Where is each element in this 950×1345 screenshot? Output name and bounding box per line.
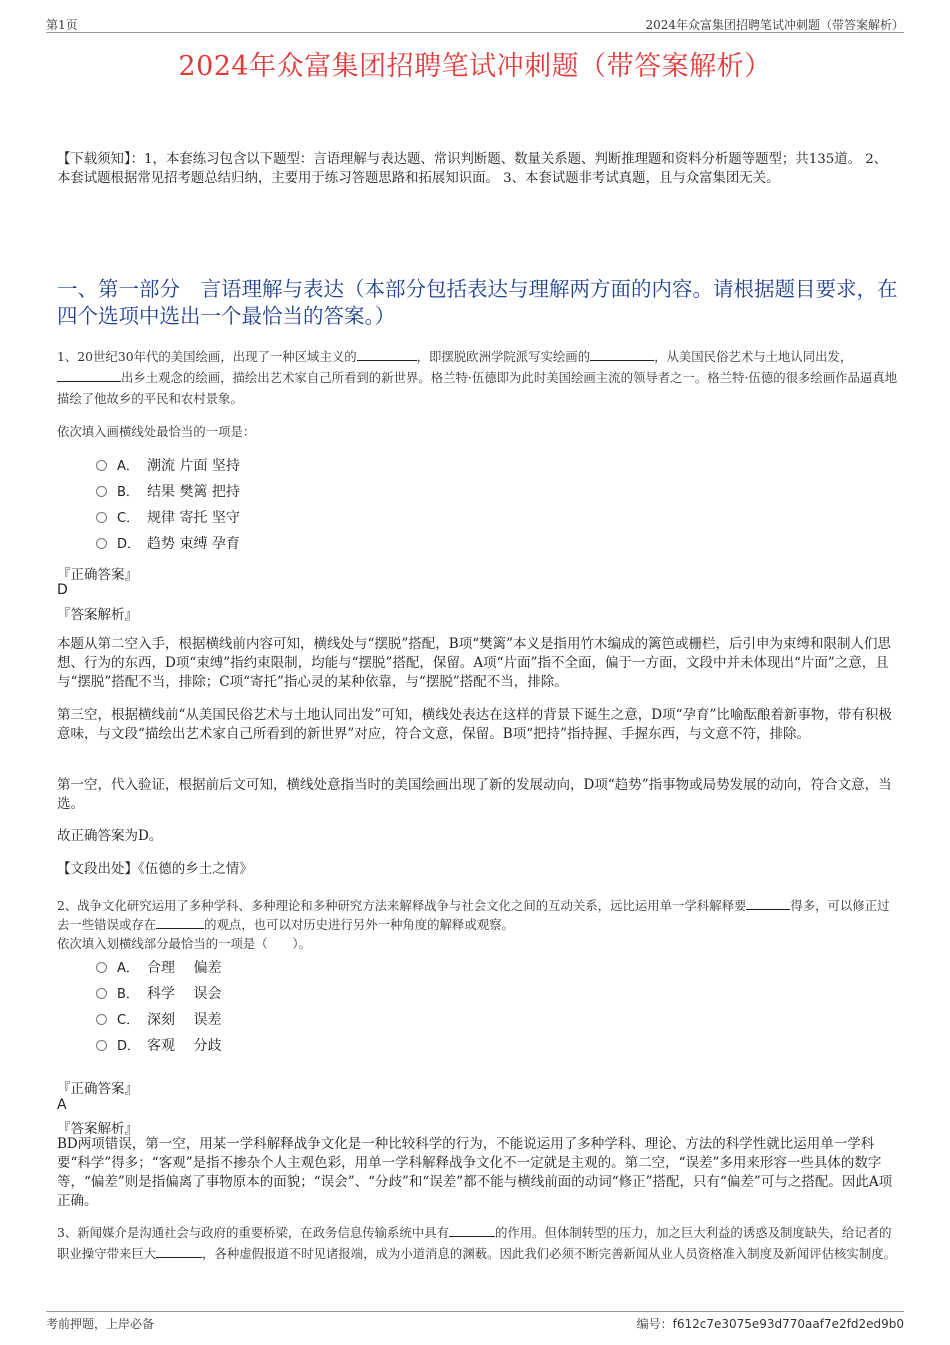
footer-slogan: 考前押题，上岸必备: [46, 1317, 155, 1331]
page-number: 第1页: [46, 18, 78, 32]
radio-icon[interactable]: [96, 486, 107, 497]
q1-stem-part-d: 出乡土观念的绘画，描绘出艺术家自己所看到的新世界。格兰特·伍德即为此时美国绘画主流的领导者之一。格兰特·伍德的很多绘画作品逼真地描绘了他故乡的平民和农村景象。: [57, 370, 898, 406]
blank: [449, 1223, 495, 1237]
document-id: 编号：f612c7e3075e93d770aaf7e2fd2ed9b0: [636, 1317, 904, 1331]
radio-icon[interactable]: [96, 538, 107, 549]
section-heading: 一、第一部分 言语理解与表达（本部分包括表达与理解两方面的内容。请根据题目要求，在四个选项中选出一个最恰当的答案。）: [57, 277, 898, 328]
question-1-prompt: 依次填入画横线处最恰当的一项是：: [57, 424, 256, 439]
q1-stem-part-b: ，即摆脱欧洲学院派写实绘画的: [416, 349, 591, 364]
q2-option-a[interactable]: A． 合理 偏差: [96, 958, 221, 978]
blank: [746, 896, 790, 910]
download-notice: 【下载须知】：1，本套练习包含以下题型：言语理解与表达题、常识判断题、数量关系题、判断推理题和资料分析题等题型；共135道。 2、本套试题根据常见招考题总结归纳，主要用于练习答题思路和拓展知识面。 3、本套试题非考试真题，且与众富集团无关。: [57, 152, 888, 186]
header-doc-title: 2024年众富集团招聘笔试冲刺题（带答案解析）: [645, 18, 904, 32]
blank: [357, 347, 417, 361]
question-2-prompt: 依次填入划横线部分最恰当的一项是（ ）。: [57, 936, 312, 951]
q3-stem-part-a: 3、新闻媒介是沟通社会与政府的重要桥梁，在政务信息传输系统中具有: [57, 1225, 449, 1240]
blank: [590, 347, 654, 361]
question-1-stem: [57, 346, 900, 409]
q2-option-d[interactable]: D． 客观 分歧: [96, 1036, 221, 1056]
blank: [156, 1244, 202, 1258]
page-title: 2024年众富集团招聘笔试冲刺题（带答案解析）: [178, 51, 772, 82]
q2-analysis-paragraph: BD两项错误，第一空，用某一学科解释战争文化是一种比较科学的行为，不能说运用了多种学科、理论、方法的科学性就比运用单一学科要“科学”得多；“客观”是指不掺杂个人主观色彩，用单一学科解释战争文化不一定就是主观的。第二空，“误差”多用来形容一些具体的数字等，“偏差”则是指偏离了事物原本的面貌；“误会”、“分歧”和“误差”都不能与横线前面的动词“修正”搭配，只有“偏差”可与之搭配。因此A项正确。: [57, 1136, 893, 1209]
q1-source: 【文段出处】《伍德的乡土之情》: [57, 861, 253, 877]
q1-analysis-paragraph: 第一空，代入验证，根据前后文可知，横线处意指当时的美国绘画出现了新的发展动向，D项“趋势”指事物或局势发展的动向，符合文意，当选。: [57, 777, 892, 812]
q1-option-c[interactable]: C． 规律 寄托 坚守: [96, 508, 240, 528]
radio-icon[interactable]: [96, 962, 107, 973]
q1-analysis-paragraph: 第三空，根据横线前“从美国民俗艺术与土地认同出发”可知，横线处表达在这样的背景下诞生之意，D项“孕育”比喻酝酿着新事物，带有积极意味，与文段“描绘出艺术家自己所看到的新世界”对应，符合文意，保留。B项“把持”指持握、手握东西，与文意不符，排除。: [57, 707, 892, 742]
q1-answer: D: [57, 582, 68, 598]
q1-stem-part-a: 1、20世纪30年代的美国绘画，出现了一种区域主义的: [57, 349, 357, 364]
q1-option-d[interactable]: D． 趋势 束缚 孕育: [96, 534, 240, 554]
radio-icon[interactable]: [96, 1040, 107, 1051]
radio-icon[interactable]: [96, 460, 107, 471]
page-header: [46, 14, 904, 33]
q2-stem-part-a: 2、战争文化研究运用了多种学科、多种理论和多种研究方法来解释战争与社会文化之间的互动关系，远比运用单一学科解释要: [57, 898, 747, 913]
radio-icon[interactable]: [96, 1014, 107, 1025]
q2-stem-part-b: 得多，可以修正过去一些错误或存在: [57, 898, 890, 932]
question-3-stem: [57, 1222, 900, 1264]
blank: [156, 915, 204, 929]
q1-answer-label: 『正确答案』: [57, 567, 138, 583]
q1-option-b[interactable]: B． 结果 樊篱 把持: [96, 482, 240, 502]
q1-option-a[interactable]: A． 潮流 片面 坚持: [96, 456, 240, 476]
q3-stem-part-b: 的作用。但体制转型的压力，加之巨大利益的诱惑及制度缺失，给记者的职业操守带来巨大: [57, 1225, 892, 1261]
q1-analysis-label: 『答案解析』: [57, 607, 138, 623]
q3-stem-part-c: ，各种虚假报道不时见诸报端，成为小道消息的渊薮。因此我们必须不断完善新闻从业人员资格准入制度及新闻评估核实制度。: [202, 1246, 896, 1261]
q2-stem-part-c: 的观点，也可以对历史进行另外一种角度的解释或观察。: [204, 916, 514, 932]
q2-analysis-label: 『答案解析』: [57, 1121, 138, 1137]
question-2-stem: [57, 896, 900, 933]
q1-stem-part-c: ，从美国民俗艺术与土地认同出发，: [654, 349, 853, 364]
q2-option-c[interactable]: C． 深刻 误差: [96, 1010, 221, 1030]
q1-analysis-paragraph: 本题从第二空入手，根据横线前内容可知，横线处与“摆脱”搭配，B项“樊篱”本义是指用竹木编成的篱笆或栅栏，后引申为束缚和限制人们思想、行为的东西，D项“束缚”指约束限制，均能与“摆脱”搭配，保留。A项“片面”指不全面，偏于一方面，文段中并未体现出“片面”之意，且与“摆脱”搭配不当，排除；C项“寄托”指心灵的某种依靠，与“摆脱”搭配不当，排除。: [57, 636, 892, 690]
radio-icon[interactable]: [96, 988, 107, 999]
radio-icon[interactable]: [96, 512, 107, 523]
blank: [57, 368, 121, 382]
q1-analysis-conclusion: 故正确答案为D。: [57, 828, 163, 844]
q2-answer-label: 『正确答案』: [57, 1081, 138, 1097]
page-footer: [46, 1311, 904, 1332]
q2-answer: A: [57, 1097, 67, 1113]
q2-option-b[interactable]: B． 科学 误会: [96, 984, 221, 1004]
